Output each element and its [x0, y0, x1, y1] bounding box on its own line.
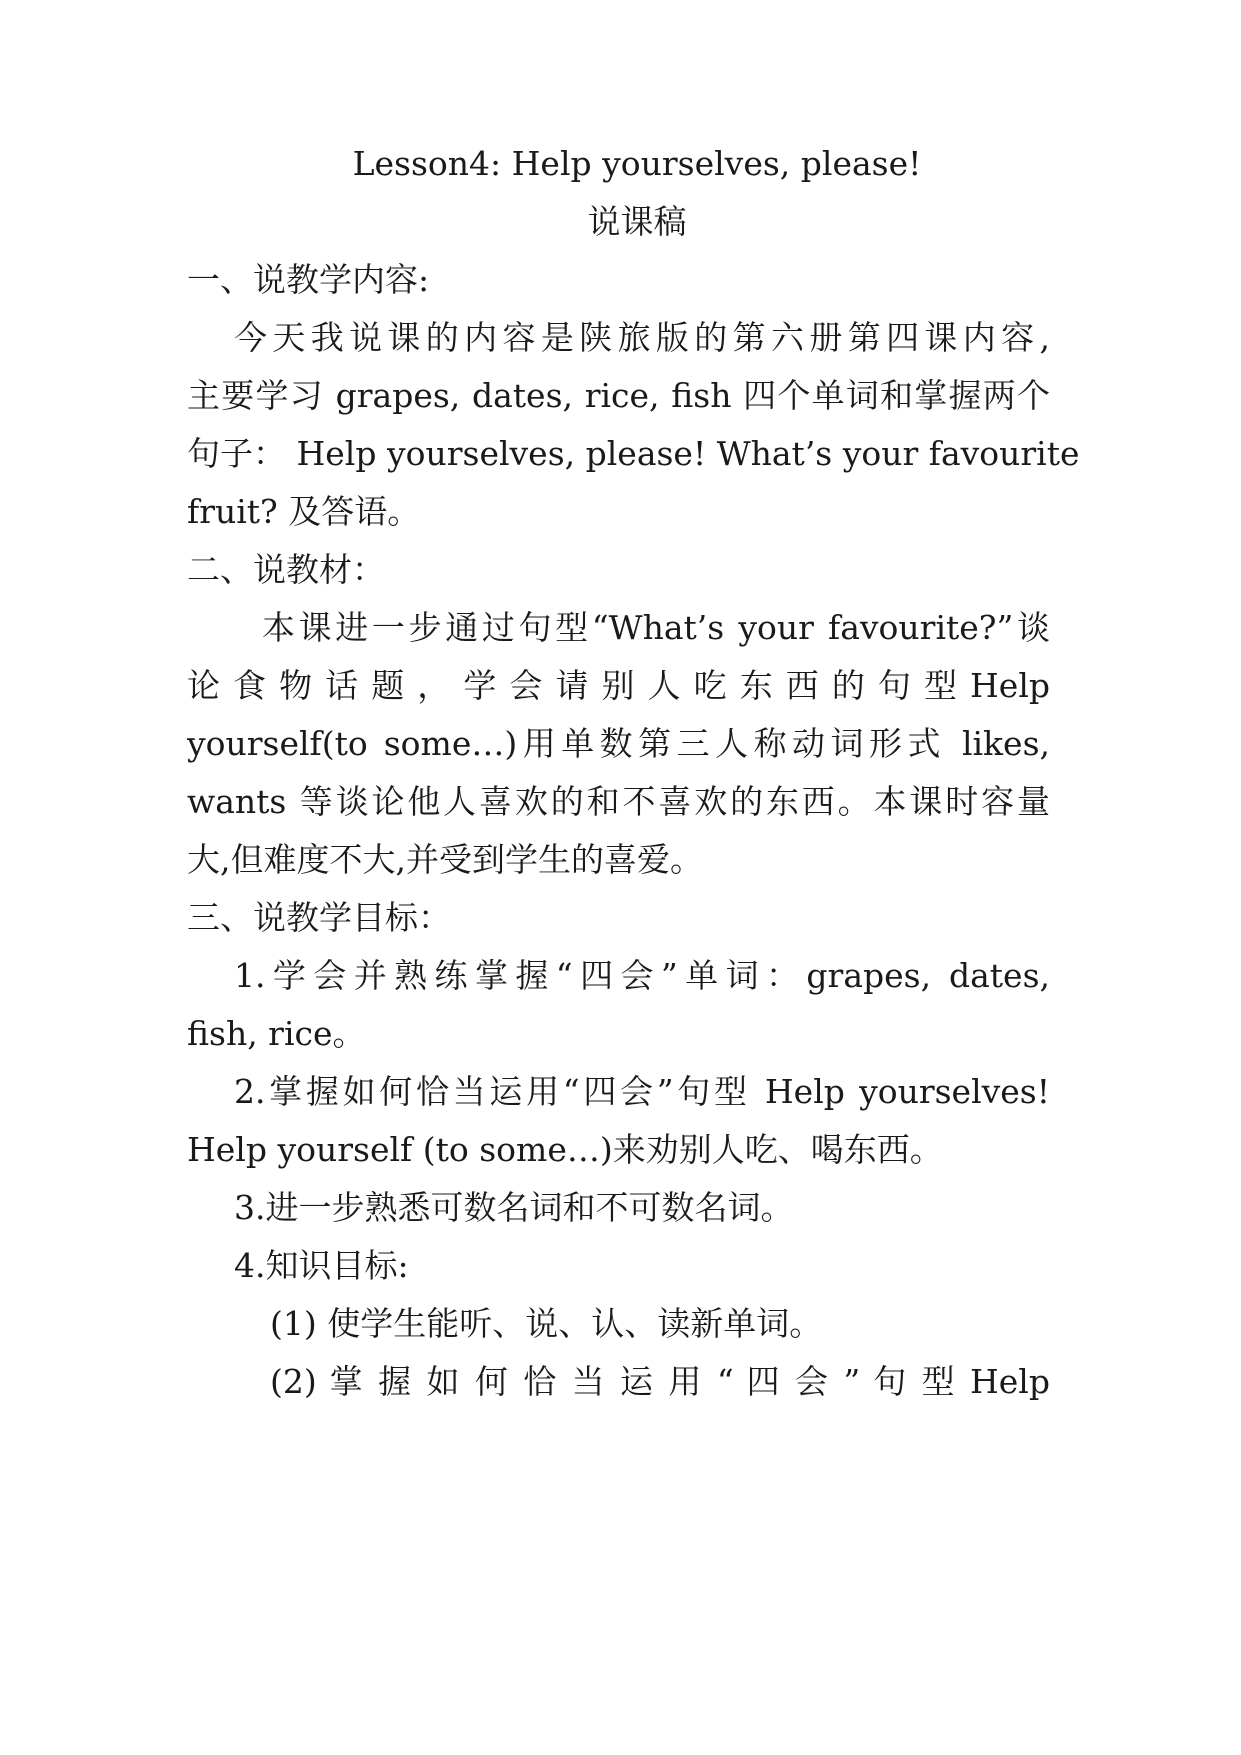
sub-goal-item: (1) 使学生能听、说、认、读新单词。 — [270, 1304, 823, 1343]
goal-item: 3.进一步熟悉可数名词和不可数名词。 — [234, 1188, 794, 1227]
sub-goal-item: (2) 掌 握 如 何 恰 当 运 用 “ 四 会 ” 句 型 Help — [270, 1362, 1050, 1401]
paragraph-line: yourself(to some…)用单数第三人称动词形式 likes, — [187, 724, 1050, 763]
goal-item: 2.掌握如何恰当运用“四会”句型 Help yourselves! — [234, 1072, 1050, 1111]
section-heading-content: 一、说教学内容: — [187, 260, 430, 299]
goal-item-continued: Help yourself (to some…)来劝别人吃、喝东西。 — [187, 1130, 943, 1169]
goal-item: 4.知识目标: — [234, 1246, 409, 1285]
paragraph-line: fruit? 及答语。 — [187, 492, 421, 531]
goal-item: 1.学会并熟练掌握“四会”单词：grapes, dates, — [234, 956, 1050, 995]
paragraph-line: 今天我说课的内容是陕旅版的第六册第四课内容, — [234, 318, 1050, 357]
paragraph-line: wants 等谈论他人喜欢的和不喜欢的东西。本课时容量 — [187, 782, 1050, 821]
paragraph-line: 主要学习 grapes, dates, rice, fish 四个单词和掌握两个 — [187, 376, 1050, 415]
paragraph-line: 句子： Help yourselves, please! What’s your favourite — [187, 434, 1080, 473]
section-heading-material: 二、说教材： — [187, 550, 385, 589]
goal-item-continued: fish, rice。 — [187, 1014, 366, 1053]
document-title: Lesson4: Help yourselves, please! — [352, 144, 922, 183]
paragraph-line: 论 食 物 话 题 ， 学 会 请 别 人 吃 东 西 的 句 型 Help — [187, 666, 1050, 705]
section-heading-goals: 三、说教学目标： — [187, 898, 451, 937]
paragraph-line: 大,但难度不大,并受到学生的喜爱。 — [187, 840, 703, 879]
paragraph-line: 本课进一步通过句型“What’s your favourite?”谈 — [262, 608, 1050, 647]
document-subtitle: 说课稿 — [587, 202, 687, 241]
